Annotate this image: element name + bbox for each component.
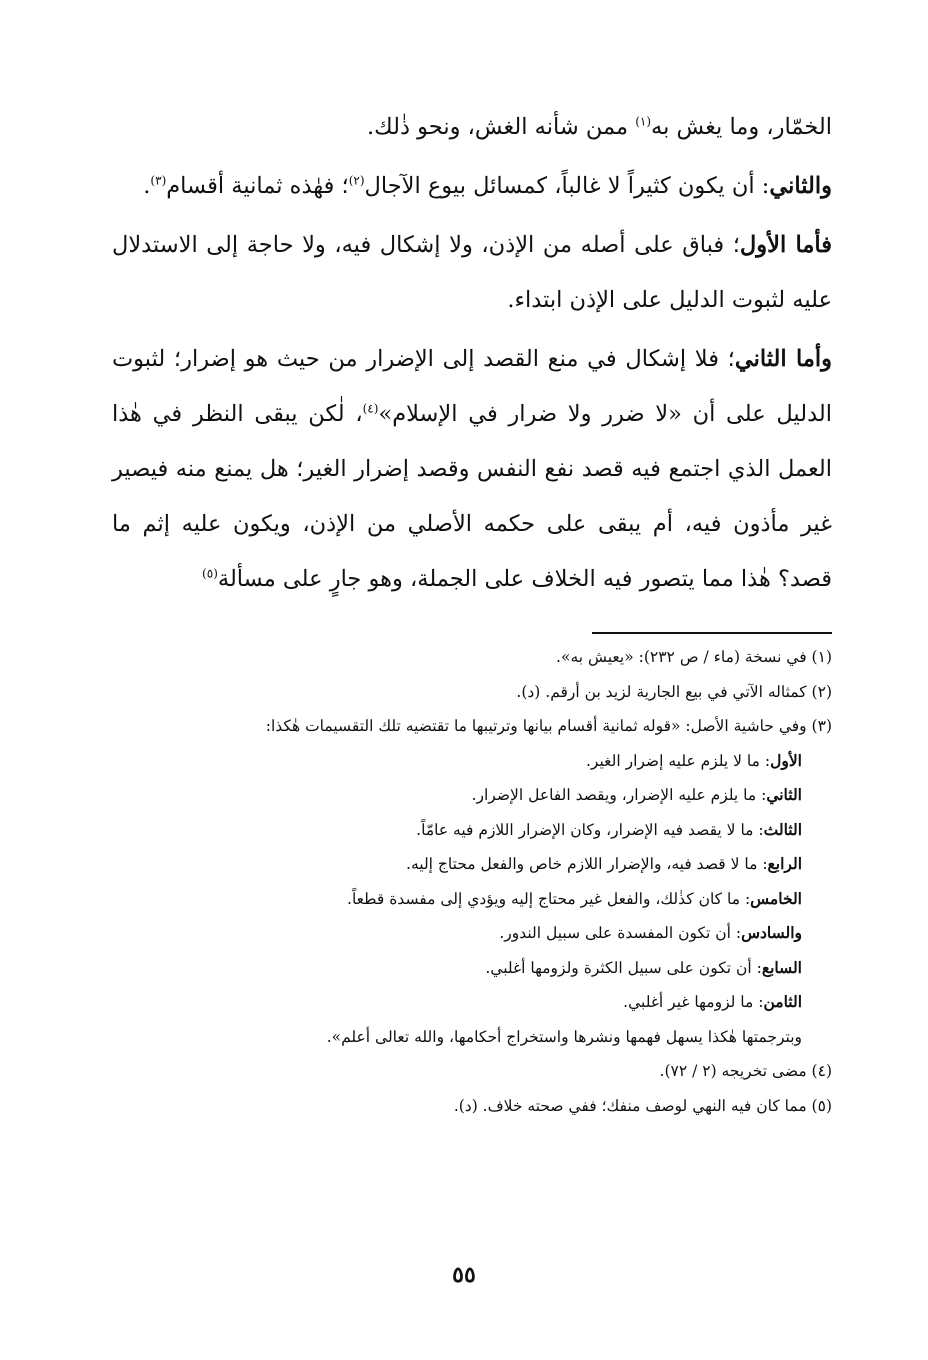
footnote-ref-3: (٣) bbox=[150, 173, 167, 188]
footnote-ref-5: (٥) bbox=[202, 566, 218, 581]
footnote-3-item: الخامس: ما كان كذٰلك، والفعل غير محتاج إليه ويؤدي إلى مفسدة قطعاً. bbox=[347, 888, 802, 908]
paragraph-4: وأما الثاني؛ فلا إشكال في منع القصد إلى الإضرار من حيث هو إضرار؛ لثبوت الدليل على أن «لا ضرر ولا ضرار في الإسلام»$^{(٤)}$، لٰكن يبقى النظر في هٰذا العمل الذي اجتمع فيه قصد نفع النفس وقصد إضرار الغير؛ هل يمنع منه فيصير غير مأذون فيه، أم يبقى على حكمه الأصلي من الإذن، ويكون عليه إثم ما قصد؟ هٰذا مما يتصور فيه الخلاف على الجملة، وهو جارٍ على مسألة$^{(٥)}$ bbox=[112, 346, 832, 592]
footnote-3-item: الثالث: ما لا يقصد فيه الإضرار، وكان الإضرار اللازم فيه عامّاً. bbox=[416, 819, 802, 839]
main-text bbox=[112, 100, 832, 607]
footnotes bbox=[112, 640, 832, 1123]
footnote-1: (١) في نسخة (ماء / ص ٢٣٢): «يعيش به». bbox=[556, 648, 832, 666]
footnote-ref-4: (٤) bbox=[362, 401, 379, 416]
footnote-2: (٢) كمثاله الآتي في بيع الجارية لزيد بن أرقم. (د). bbox=[516, 682, 832, 701]
paragraph-1: الخمّار، وما يغش به$^{(١)}$ ممن شأنه الغش، ونحو ذٰلك. bbox=[367, 114, 832, 140]
page-number: ٥٥ bbox=[452, 1262, 476, 1288]
paragraph-3: فأما الأول؛ فباق على أصله من الإذن، ولا إشكال فيه، ولا حاجة إلى الاستدلال عليه لثبوت الدليل على الإذن ابتداء. bbox=[112, 232, 832, 313]
paragraph-lead: فأما الأول bbox=[739, 232, 832, 258]
paragraph-lead: وأما الثاني bbox=[734, 346, 832, 372]
footnote-divider bbox=[592, 632, 832, 634]
footnote-3-item: الأول: ما لا يلزم عليه إضرار الغير. bbox=[586, 750, 802, 770]
footnote-4: (٤) مضى تخريجه (٢ / ٧٢). bbox=[659, 1062, 832, 1080]
footnote-3-item: الرابع: ما لا قصد فيه، والإضرار اللازم خاص والفعل محتاج إليه. bbox=[406, 854, 802, 873]
footnote-3-item: الثاني: ما يلزم عليه الإضرار، ويقصد الفاعل الإضرار. bbox=[471, 785, 802, 804]
footnote-3-closing: وبترجمتها هٰكذا يسهل فهمها ونشرها واستخراج أحكامها، والله تعالى أعلم». bbox=[326, 1027, 802, 1046]
footnote-3: (٣) وفي حاشية الأصل: «قوله ثمانية أقسام بيانها وترتيبها ما تقتضيه تلك التقسيمات هٰكذا: bbox=[265, 717, 832, 735]
footnote-5: (٥) مما كان فيه النهي لوصف منفك؛ ففي صحته خلاف. (د). bbox=[453, 1096, 832, 1115]
paragraph-lead: والثاني bbox=[769, 173, 832, 199]
footnote-3-item: الثامن: ما لزومها غير أغلبي. bbox=[623, 992, 802, 1011]
footnote-ref-1: (١) bbox=[635, 114, 652, 129]
footnote-ref-2: (٢) bbox=[348, 173, 365, 188]
footnote-3-item: السابع: أن تكون على سبيل الكثرة ولزومها أغلبي. bbox=[485, 957, 802, 977]
footnote-3-item: والسادس: أن تكون المفسدة على سبيل الندور. bbox=[499, 923, 802, 942]
paragraph-2: والثاني: أن يكون كثيراً لا غالباً، كمسائل بيوع الآجال$^{(٢)}$؛ فهٰذه ثمانية أقسام$^{(٣)}$. bbox=[143, 173, 832, 199]
